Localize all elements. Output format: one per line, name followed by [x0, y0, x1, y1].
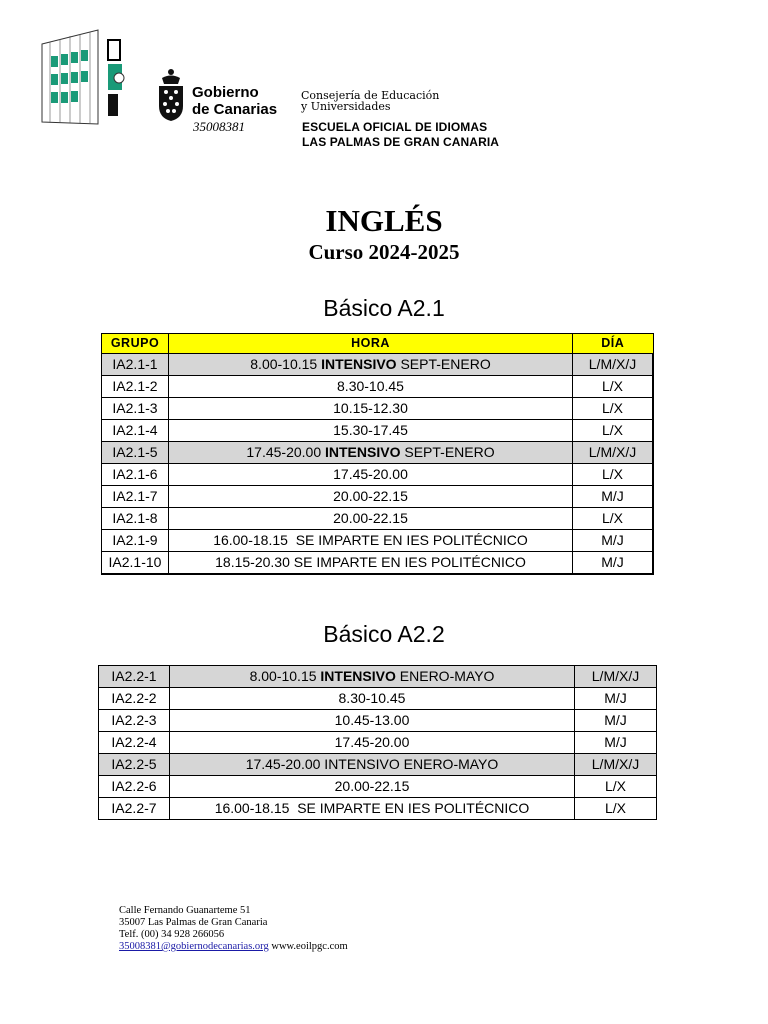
hora-text: 20.00-22.15: [333, 488, 408, 504]
table-row: [99, 732, 657, 754]
hora-text: 10.15-12.30: [333, 400, 408, 416]
cell-dia: L/X: [573, 508, 654, 530]
hora-text: SEPT-ENERO: [396, 356, 491, 372]
cell-dia: L/M/X/J: [573, 354, 654, 376]
school-name-line1: ESCUELA OFICIAL DE IDIOMAS: [302, 120, 488, 134]
cell-hora: [169, 398, 573, 420]
hora-text: 17.45-20.00: [333, 466, 408, 482]
cell-hora: [170, 754, 575, 776]
cell-hora: [170, 710, 575, 732]
cell-hora: [169, 530, 573, 552]
cell-hora: [169, 464, 573, 486]
column-header-hora: HORA: [169, 334, 573, 354]
section-title-a21: Básico A2.1: [323, 295, 445, 321]
cell-grupo: IA2.1-3: [102, 398, 169, 420]
hora-intensivo-label: INTENSIVO: [320, 668, 396, 684]
cell-grupo: IA2.1-9: [102, 530, 169, 552]
hora-text: ENERO-MAYO: [395, 668, 495, 684]
cell-hora: [169, 508, 573, 530]
cell-dia: M/J: [575, 732, 657, 754]
cell-hora: [169, 552, 573, 575]
cell-dia: L/M/X/J: [575, 666, 657, 688]
cell-grupo: IA2.1-7: [102, 486, 169, 508]
consejeria-line1: Consejería de Educación: [301, 89, 440, 102]
footer-phone: Telf. (00) 34 928 266056: [119, 929, 225, 940]
footer-address-line2: 35007 Las Palmas de Gran Canaria: [119, 917, 268, 928]
gov-code: 35008381: [193, 119, 245, 134]
cell-grupo: IA2.1-10: [102, 552, 169, 575]
cell-dia: L/X: [573, 420, 654, 442]
column-header-dia: DÍA: [573, 334, 654, 354]
schedule-table-a22: [98, 665, 657, 820]
table-row: [102, 398, 654, 420]
hora-text: 17.45-20.00: [246, 444, 325, 460]
cell-hora: [169, 376, 573, 398]
table-row: [99, 798, 657, 820]
table-row: [102, 486, 654, 508]
cell-grupo: IA2.1-6: [102, 464, 169, 486]
cell-dia: L/X: [573, 398, 654, 420]
hora-intensivo-label: INTENSIVO: [321, 356, 397, 372]
table-row: [99, 710, 657, 732]
cell-grupo: IA2.2-7: [99, 798, 170, 820]
consejeria-line2: y Universidades: [301, 100, 391, 113]
table-row: [99, 666, 657, 688]
gov-name-line2: de Canarias: [192, 101, 278, 118]
table-row: [99, 754, 657, 776]
cell-hora: [170, 776, 575, 798]
cell-grupo: IA2.1-8: [102, 508, 169, 530]
table-header-row: [102, 334, 654, 354]
cell-dia: L/X: [573, 376, 654, 398]
hora-text: 8.00-10.15: [249, 668, 321, 684]
school-name-line2: LAS PALMAS DE GRAN CANARIA: [302, 135, 500, 149]
footer-links: [119, 941, 348, 953]
table-row: [102, 354, 654, 376]
hora-text: 16.00-18.15 SE IMPARTE EN IES POLITÉCNICO: [214, 800, 530, 816]
cell-grupo: IA2.2-3: [99, 710, 170, 732]
hora-text: 20.00-22.15: [334, 778, 410, 794]
table-row: [102, 530, 654, 552]
cell-dia: M/J: [575, 688, 657, 710]
table-row: [102, 442, 654, 464]
hora-text: 20.00-22.15: [333, 510, 408, 526]
cell-dia: L/X: [575, 798, 657, 820]
eoi-logo: [40, 26, 140, 126]
gobierno-canarias-shield-icon: [156, 68, 186, 122]
hora-text: 18.15-20.30 SE IMPARTE EN IES POLITÉCNICO: [215, 554, 526, 570]
cell-hora: [170, 732, 575, 754]
table-row: [99, 776, 657, 798]
hora-text: 8.30-10.45: [337, 378, 404, 394]
cell-hora: [169, 442, 573, 464]
hora-text: 8.00-10.15: [250, 356, 322, 372]
footer-email-link[interactable]: 35008381@gobiernodecanarias.org: [119, 941, 269, 952]
cell-dia: M/J: [573, 552, 654, 575]
cell-dia: L/X: [573, 464, 654, 486]
cell-hora: [169, 354, 573, 376]
hora-text: 10.45-13.00: [334, 712, 410, 728]
cell-dia: M/J: [575, 710, 657, 732]
cell-grupo: IA2.2-2: [99, 688, 170, 710]
table-row: [102, 376, 654, 398]
cell-hora: [169, 486, 573, 508]
course-year: Curso 2024-2025: [308, 240, 460, 264]
cell-grupo: IA2.1-2: [102, 376, 169, 398]
cell-hora: [170, 798, 575, 820]
schedule-table-a21: [101, 333, 654, 575]
cell-hora: [170, 666, 575, 688]
hora-text: 16.00-18.15 SE IMPARTE EN IES POLITÉCNICO: [213, 532, 528, 548]
footer-contact: [119, 905, 348, 953]
cell-dia: M/J: [573, 486, 654, 508]
footer-website[interactable]: www.eoilpgc.com: [268, 941, 348, 952]
cell-dia: M/J: [573, 530, 654, 552]
cell-grupo: IA2.2-4: [99, 732, 170, 754]
table-row: [102, 420, 654, 442]
page-title: INGLÉS: [325, 203, 443, 238]
table-row: [99, 688, 657, 710]
table-row: [102, 508, 654, 530]
cell-dia: L/M/X/J: [575, 754, 657, 776]
cell-dia: L/M/X/J: [573, 442, 654, 464]
footer-address-line1: Calle Fernando Guanarteme 51: [119, 905, 251, 916]
hora-text: 15.30-17.45: [333, 422, 408, 438]
cell-hora: [169, 420, 573, 442]
hora-intensivo-label: INTENSIVO: [325, 444, 401, 460]
gov-name-line1: Gobierno: [192, 84, 259, 101]
hora-text: SEPT-ENERO: [400, 444, 495, 460]
table-row: [102, 552, 654, 575]
cell-grupo: IA2.1-4: [102, 420, 169, 442]
hora-text: 17.45-20.00 INTENSIVO ENERO-MAYO: [245, 756, 499, 772]
table-row: [102, 464, 654, 486]
hora-text: 8.30-10.45: [338, 690, 406, 706]
cell-dia: L/X: [575, 776, 657, 798]
section-title-a22: Básico A2.2: [323, 621, 445, 647]
cell-grupo: IA2.1-5: [102, 442, 169, 464]
cell-grupo: IA2.2-1: [99, 666, 170, 688]
hora-text: 17.45-20.00: [334, 734, 410, 750]
cell-grupo: IA2.2-6: [99, 776, 170, 798]
cell-hora: [170, 688, 575, 710]
cell-grupo: IA2.1-1: [102, 354, 169, 376]
cell-grupo: IA2.2-5: [99, 754, 170, 776]
column-header-grupo: GRUPO: [102, 334, 169, 354]
